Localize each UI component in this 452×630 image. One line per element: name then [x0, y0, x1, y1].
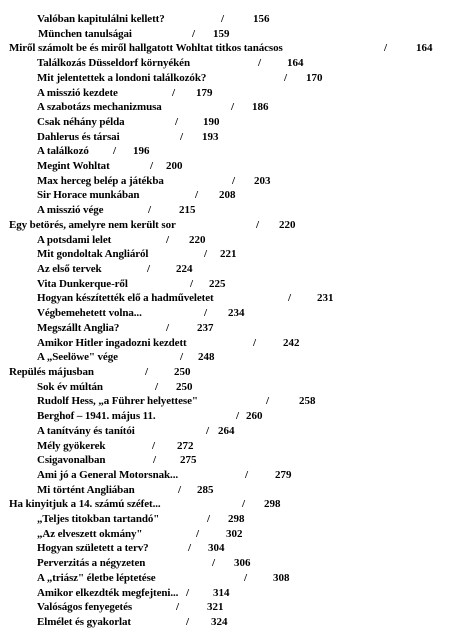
toc-page-number: 186	[252, 101, 269, 113]
toc-separator: /	[196, 528, 200, 540]
toc-page-number: 231	[317, 292, 334, 304]
toc-separator: /	[212, 557, 216, 569]
toc-separator: /	[186, 616, 190, 628]
toc-page-number: 304	[208, 542, 225, 554]
toc-entry-title: Megint Wohltat	[37, 160, 110, 172]
toc-entry	[0, 70, 452, 86]
toc-separator: /	[155, 381, 159, 393]
toc-entry-title: „Az elveszett okmány"	[37, 528, 143, 540]
toc-separator: /	[113, 145, 117, 157]
toc-entry-title: A „Seelöwe" vége	[37, 351, 118, 363]
toc-separator: /	[180, 351, 184, 363]
toc-entry-title: Ami jó a General Motorsnak...	[37, 469, 178, 481]
toc-page-number: 306	[234, 557, 251, 569]
toc-entry	[0, 99, 452, 115]
toc-separator: /	[172, 87, 176, 99]
toc-entry-title: Max herceg belép a játékba	[37, 175, 164, 187]
toc-page-number: 298	[264, 498, 281, 510]
toc-page-number: 250	[174, 366, 191, 378]
toc-separator: /	[245, 469, 249, 481]
toc-entry-title: Rudolf Hess, „a Führer helyettese"	[37, 395, 198, 407]
toc-entry-title: Mély gyökerek	[37, 440, 106, 452]
toc-separator: /	[186, 587, 190, 599]
toc-entry	[0, 55, 452, 71]
toc-separator: /	[150, 160, 154, 172]
toc-separator: /	[256, 219, 260, 231]
toc-page-number: 272	[177, 440, 194, 452]
toc-separator: /	[253, 337, 257, 349]
toc-page-number: 200	[166, 160, 183, 172]
toc-entry	[0, 452, 452, 468]
toc-entry	[0, 202, 452, 218]
toc-entry-title: A szabotázs mechanizmusa	[37, 101, 162, 113]
toc-entry-title: Vita Dunkerque-ről	[37, 278, 128, 290]
toc-page-number: 159	[213, 28, 230, 40]
toc-page-number: 264	[218, 425, 235, 437]
toc-separator: /	[176, 601, 180, 613]
toc-entry	[0, 511, 452, 527]
toc-page-number: 302	[226, 528, 243, 540]
toc-entry	[0, 187, 452, 203]
toc-entry	[0, 114, 452, 130]
toc-entry	[0, 364, 452, 380]
toc-page-number: 324	[211, 616, 228, 628]
toc-page-number: 208	[219, 189, 236, 201]
toc-separator: /	[204, 307, 208, 319]
toc-separator: /	[166, 234, 170, 246]
toc-page-number: 308	[273, 572, 290, 584]
toc-page-number: 321	[207, 601, 224, 613]
toc-page-number: 225	[209, 278, 226, 290]
toc-separator: /	[288, 292, 292, 304]
toc-entry-title: Berghof – 1941. május 11.	[37, 410, 156, 422]
toc-page-number: 215	[179, 204, 196, 216]
toc-entry	[0, 540, 452, 556]
toc-separator: /	[221, 13, 225, 25]
toc-separator: /	[266, 395, 270, 407]
toc-entry	[0, 40, 452, 56]
toc-entry-title: Repülés májusban	[9, 366, 94, 378]
toc-entry	[0, 305, 452, 321]
toc-entry	[0, 349, 452, 365]
toc-entry	[0, 614, 452, 630]
toc-separator: /	[232, 175, 236, 187]
toc-entry-title: Egy betörés, amelyre nem került sor	[9, 219, 176, 231]
toc-entry-title: A „triász" életbe léptetése	[37, 572, 156, 584]
toc-separator: /	[175, 116, 179, 128]
toc-separator: /	[145, 366, 149, 378]
toc-entry-title: A potsdami lelet	[37, 234, 112, 246]
toc-entry	[0, 158, 452, 174]
toc-entry-title: „Teljes titokban tartandó"	[37, 513, 160, 525]
toc-separator: /	[180, 131, 184, 143]
toc-entry	[0, 217, 452, 233]
toc-page-number: 164	[287, 57, 304, 69]
toc-page-number: 275	[180, 454, 197, 466]
toc-entry	[0, 143, 452, 159]
toc-separator: /	[236, 410, 240, 422]
toc-entry	[0, 408, 452, 424]
toc-entry-title: Valóságos fenyegetés	[37, 601, 133, 613]
toc-entry	[0, 599, 452, 615]
toc-entry	[0, 393, 452, 409]
toc-separator: /	[195, 189, 199, 201]
toc-entry-title: Elmélet és gyakorlat	[37, 616, 131, 628]
toc-separator: /	[204, 248, 208, 260]
toc-page-number: 242	[283, 337, 300, 349]
toc-entry-title: München tanulságai	[38, 28, 132, 40]
toc-page-number: 220	[189, 234, 206, 246]
toc-page-number: 156	[253, 13, 270, 25]
toc-separator: /	[231, 101, 235, 113]
toc-entry-title: Csigavonalban	[37, 454, 106, 466]
toc-entry-title: Dahlerus és társai	[37, 131, 120, 143]
toc-page-number: 298	[228, 513, 245, 525]
toc-page-number: 314	[213, 587, 230, 599]
toc-entry	[0, 246, 452, 262]
toc-entry	[0, 570, 452, 586]
toc-entry	[0, 555, 452, 571]
toc-entry	[0, 423, 452, 439]
toc-page-number: 164	[416, 42, 433, 54]
toc-entry-title: Amikor Hitler ingadozni kezdett	[37, 337, 187, 349]
toc-separator: /	[188, 542, 192, 554]
toc-entry-title: Csak néhány példa	[37, 116, 125, 128]
toc-page-number: 196	[133, 145, 150, 157]
toc-entry-title: Perverzitás a négyzeten	[37, 557, 146, 569]
toc-page-number: 279	[275, 469, 292, 481]
toc-page-number: 203	[254, 175, 271, 187]
toc-entry-title: A misszió kezdete	[37, 87, 118, 99]
toc-page-number: 260	[246, 410, 263, 422]
toc-page-number: 234	[228, 307, 245, 319]
toc-separator: /	[147, 263, 151, 275]
toc-entry-title: Végbemehetett volna...	[37, 307, 142, 319]
toc-entry-title: Mit jelentettek a londoni találkozók?	[37, 72, 207, 84]
toc-entry	[0, 11, 452, 27]
toc-entry-title: Mit gondoltak Angliáról	[37, 248, 149, 260]
toc-entry-title: Sir Horace munkában	[37, 189, 140, 201]
toc-page-number: 170	[306, 72, 323, 84]
toc-entry-title: Valóban kapitulálni kellett?	[37, 13, 165, 25]
toc-separator: /	[207, 513, 211, 525]
toc-entry	[0, 467, 452, 483]
toc-separator: /	[166, 322, 170, 334]
toc-page-number: 220	[279, 219, 296, 231]
toc-entry-title: Amikor elkezdték megfejteni...	[37, 587, 179, 599]
toc-page-number: 224	[176, 263, 193, 275]
toc-page-number: 193	[202, 131, 219, 143]
toc-entry-title: Hogyan született a terv?	[37, 542, 149, 554]
toc-separator: /	[258, 57, 262, 69]
toc-entry-title: Találkozás Düsseldorf környékén	[37, 57, 190, 69]
toc-separator: /	[244, 572, 248, 584]
toc-separator: /	[242, 498, 246, 510]
toc-entry	[0, 320, 452, 336]
toc-page-number: 248	[198, 351, 215, 363]
toc-entry-title: Hogyan készítették elő a hadműveletet	[37, 292, 214, 304]
toc-entry	[0, 261, 452, 277]
toc-separator: /	[384, 42, 388, 54]
toc-separator: /	[190, 278, 194, 290]
toc-separator: /	[153, 454, 157, 466]
toc-entry-title: Sok év múltán	[37, 381, 103, 393]
toc-entry	[0, 496, 452, 512]
toc-page-number: 190	[203, 116, 220, 128]
toc-entry-title: Miről számolt be és miről hallgatott Wohltat titkos tanácsos	[9, 42, 283, 54]
toc-entry-title: Mi történt Angliában	[37, 484, 135, 496]
toc-separator: /	[192, 28, 196, 40]
toc-separator: /	[284, 72, 288, 84]
toc-page-number: 237	[197, 322, 214, 334]
toc-separator: /	[148, 204, 152, 216]
toc-entry-title: Ha kinyitjuk a 14. számú széfet...	[9, 498, 161, 510]
toc-entry-title: A találkozó	[37, 145, 89, 157]
toc-entry-title: Az első tervek	[37, 263, 102, 275]
toc-page-number: 179	[196, 87, 213, 99]
toc-separator: /	[206, 425, 210, 437]
toc-page-number: 221	[220, 248, 237, 260]
toc-entry-title: A tanítvány és tanítói	[37, 425, 135, 437]
toc-page-number: 285	[197, 484, 214, 496]
toc-entry	[0, 290, 452, 306]
toc-page-number: 250	[176, 381, 193, 393]
toc-separator: /	[178, 484, 182, 496]
toc-separator: /	[152, 440, 156, 452]
toc-entry-title: A misszió vége	[37, 204, 104, 216]
toc-page-number: 258	[299, 395, 316, 407]
toc-entry-title: Megszállt Anglia?	[37, 322, 120, 334]
